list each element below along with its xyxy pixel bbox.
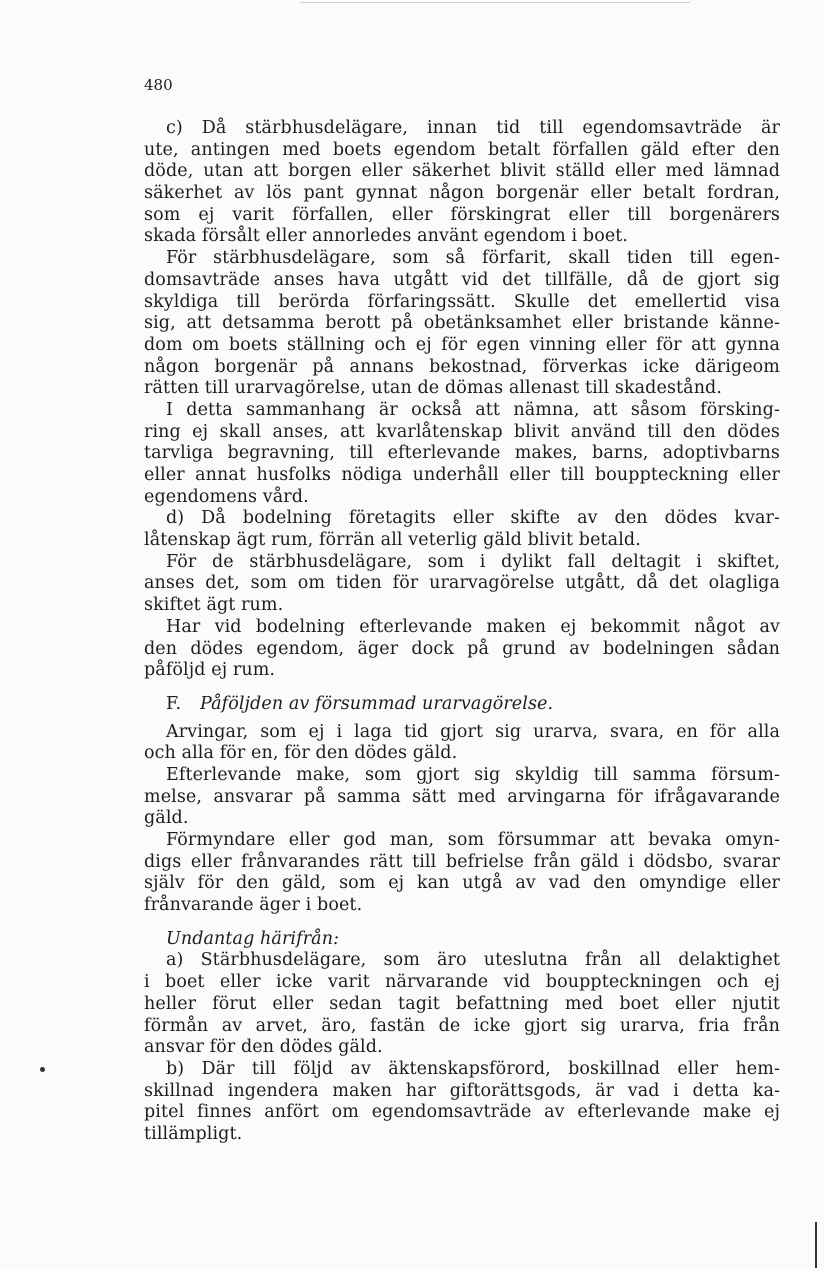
- margin-dot: [40, 1067, 45, 1072]
- paragraph-b: [144, 1059, 780, 1146]
- section-title: Påföljden av försummad urarvagörelse.: [200, 693, 554, 714]
- top-rule: [300, 2, 690, 3]
- text-line: ute, antingen med boets egendom betalt förfallen gäld efter den: [144, 139, 780, 160]
- text-line: Förmyndare eller god man, som försummar att bevaka omyn-: [166, 830, 780, 850]
- text-line: döde, utan att borgen eller säkerhet blivit ställd eller med lämnad: [144, 161, 780, 182]
- corner-mark: [815, 1222, 817, 1268]
- text-line: ansvar för den dödes gäld.: [144, 1037, 383, 1058]
- text-line: ring ej skall anses, att kvarlåtenskap blivit använd till den dödes: [144, 421, 780, 442]
- paragraph-d-consequence: [144, 552, 780, 617]
- text-line: I detta sammanhang är också att nämna, att såsom försking-: [166, 399, 780, 420]
- subheading: Undantag härifrån:: [166, 928, 340, 949]
- section-letter: F.: [166, 693, 182, 714]
- text-line: Arvingar, som ej i laga tid gjort sig urarva, svara, en för alla: [166, 721, 780, 742]
- text-line: skillnad ingendera maken har giftorättsgods, är vad i detta ka-: [144, 1080, 780, 1101]
- text-line: och alla för en, för den dödes gäld.: [144, 743, 458, 764]
- paragraph-efterlevande: [144, 765, 780, 830]
- text-line: Efterlevande make, som gjort sig skyldig till samma försum-: [166, 764, 780, 785]
- text-line: anses det, som om tiden för urarvagörelse utgått, då det olagliga: [144, 573, 780, 594]
- text-line: heller förut eller sedan tagit befattning med boet eller njutit: [144, 993, 780, 1014]
- text-line: tarvliga begravning, till efterlevande makes, barns, adoptivbarns: [144, 443, 780, 464]
- text-line: För de stärbhusdelägare, som i dylikt fall deltagit i skiftet,: [166, 551, 780, 572]
- paragraph-c-consequence: [144, 248, 780, 400]
- paragraph-arvingar: [144, 722, 780, 765]
- text-line: eller annat husfolks nödiga underhåll eller till bouppteckning eller: [144, 465, 780, 485]
- text-line: För stärbhusdelägare, som så förfarit, skall tiden till egen-: [166, 248, 780, 269]
- text-line: skyldiga till berörda förfaringssätt. Skulle det emellertid visa: [144, 291, 780, 312]
- text-line: låtenskap ägt rum, förrän all veterlig gäld blivit betald.: [144, 530, 641, 551]
- text-line: pitel finnes anfört om egendomsavträde av efterlevande make ej: [144, 1102, 780, 1123]
- text-line: säkerhet av lös pant gynnat någon borgenär eller betalt fordran,: [144, 183, 780, 204]
- text-line: c) Då stärbhusdelägare, innan tid till egendomsavträde är: [166, 118, 780, 138]
- paragraph-c: [144, 118, 780, 248]
- paragraph-formyndare: [144, 830, 780, 917]
- text-line: Har vid bodelning efterlevande maken ej bekommit något av: [166, 616, 780, 637]
- text-line: tillämpligt.: [144, 1123, 243, 1144]
- text-line: domsavträde anses hava utgått vid det tillfälle, då de gjort sig: [144, 269, 780, 290]
- text-line: d) Då bodelning företagits eller skifte av den dödes kvar-: [166, 508, 780, 529]
- text-line: frånvarande äger i boet.: [144, 895, 363, 916]
- text-line: gäld.: [144, 808, 189, 829]
- text-line: digs eller frånvarandes rätt till befrielse från gäld i dödsbo, svarar: [144, 851, 780, 872]
- text-line: dom om boets ställning och ej för egen vinning eller för att gynna: [144, 334, 780, 355]
- text-line: påföljd ej rum.: [144, 660, 276, 681]
- text-line: skiftet ägt rum.: [144, 595, 284, 616]
- text-line: någon borgenär på annans bekostnad, förverkas icke därigeom: [144, 356, 780, 377]
- section-heading: [144, 694, 780, 716]
- text-line: som ej varit förfallen, eller förskingrat eller till borgenärers: [144, 204, 780, 225]
- text-line: den dödes egendom, äger dock på grund av bodelningen sådan: [144, 638, 780, 659]
- text-line: förmån av arvet, äro, fastän de icke gjort sig urarva, fria från: [144, 1015, 780, 1036]
- text-line: i boet eller icke varit närvarande vid bouppteckningen och ej: [144, 972, 780, 993]
- text-line: egendomens vård.: [144, 486, 309, 507]
- text-line: rätten till urarvagörelse, utan de dömas allenast till skadestånd.: [144, 378, 723, 399]
- text-line: sig, att detsamma berott på obetänksamhet eller bristande känne-: [144, 313, 780, 334]
- body-text: [144, 118, 780, 1146]
- paragraph-d: [144, 508, 780, 551]
- text-line: själv för den gäld, som ej kan utgå av vad den omyndige eller: [144, 873, 780, 894]
- text-line: b) Där till följd av äktenskapsförord, boskillnad eller hem-: [166, 1058, 780, 1079]
- paragraph-bodelning: [144, 617, 780, 682]
- paragraph-a: [144, 950, 780, 1058]
- paragraph-note: [144, 400, 780, 508]
- page-number: 480: [144, 76, 173, 94]
- text-line: a) Stärbhusdelägare, som äro uteslutna från all delaktighet: [166, 950, 780, 971]
- text-line: melse, ansvarar på samma sätt med arvingarna för ifrågavarande: [144, 786, 780, 807]
- text-line: skada försålt eller annorledes använt egendom i boet.: [144, 226, 629, 247]
